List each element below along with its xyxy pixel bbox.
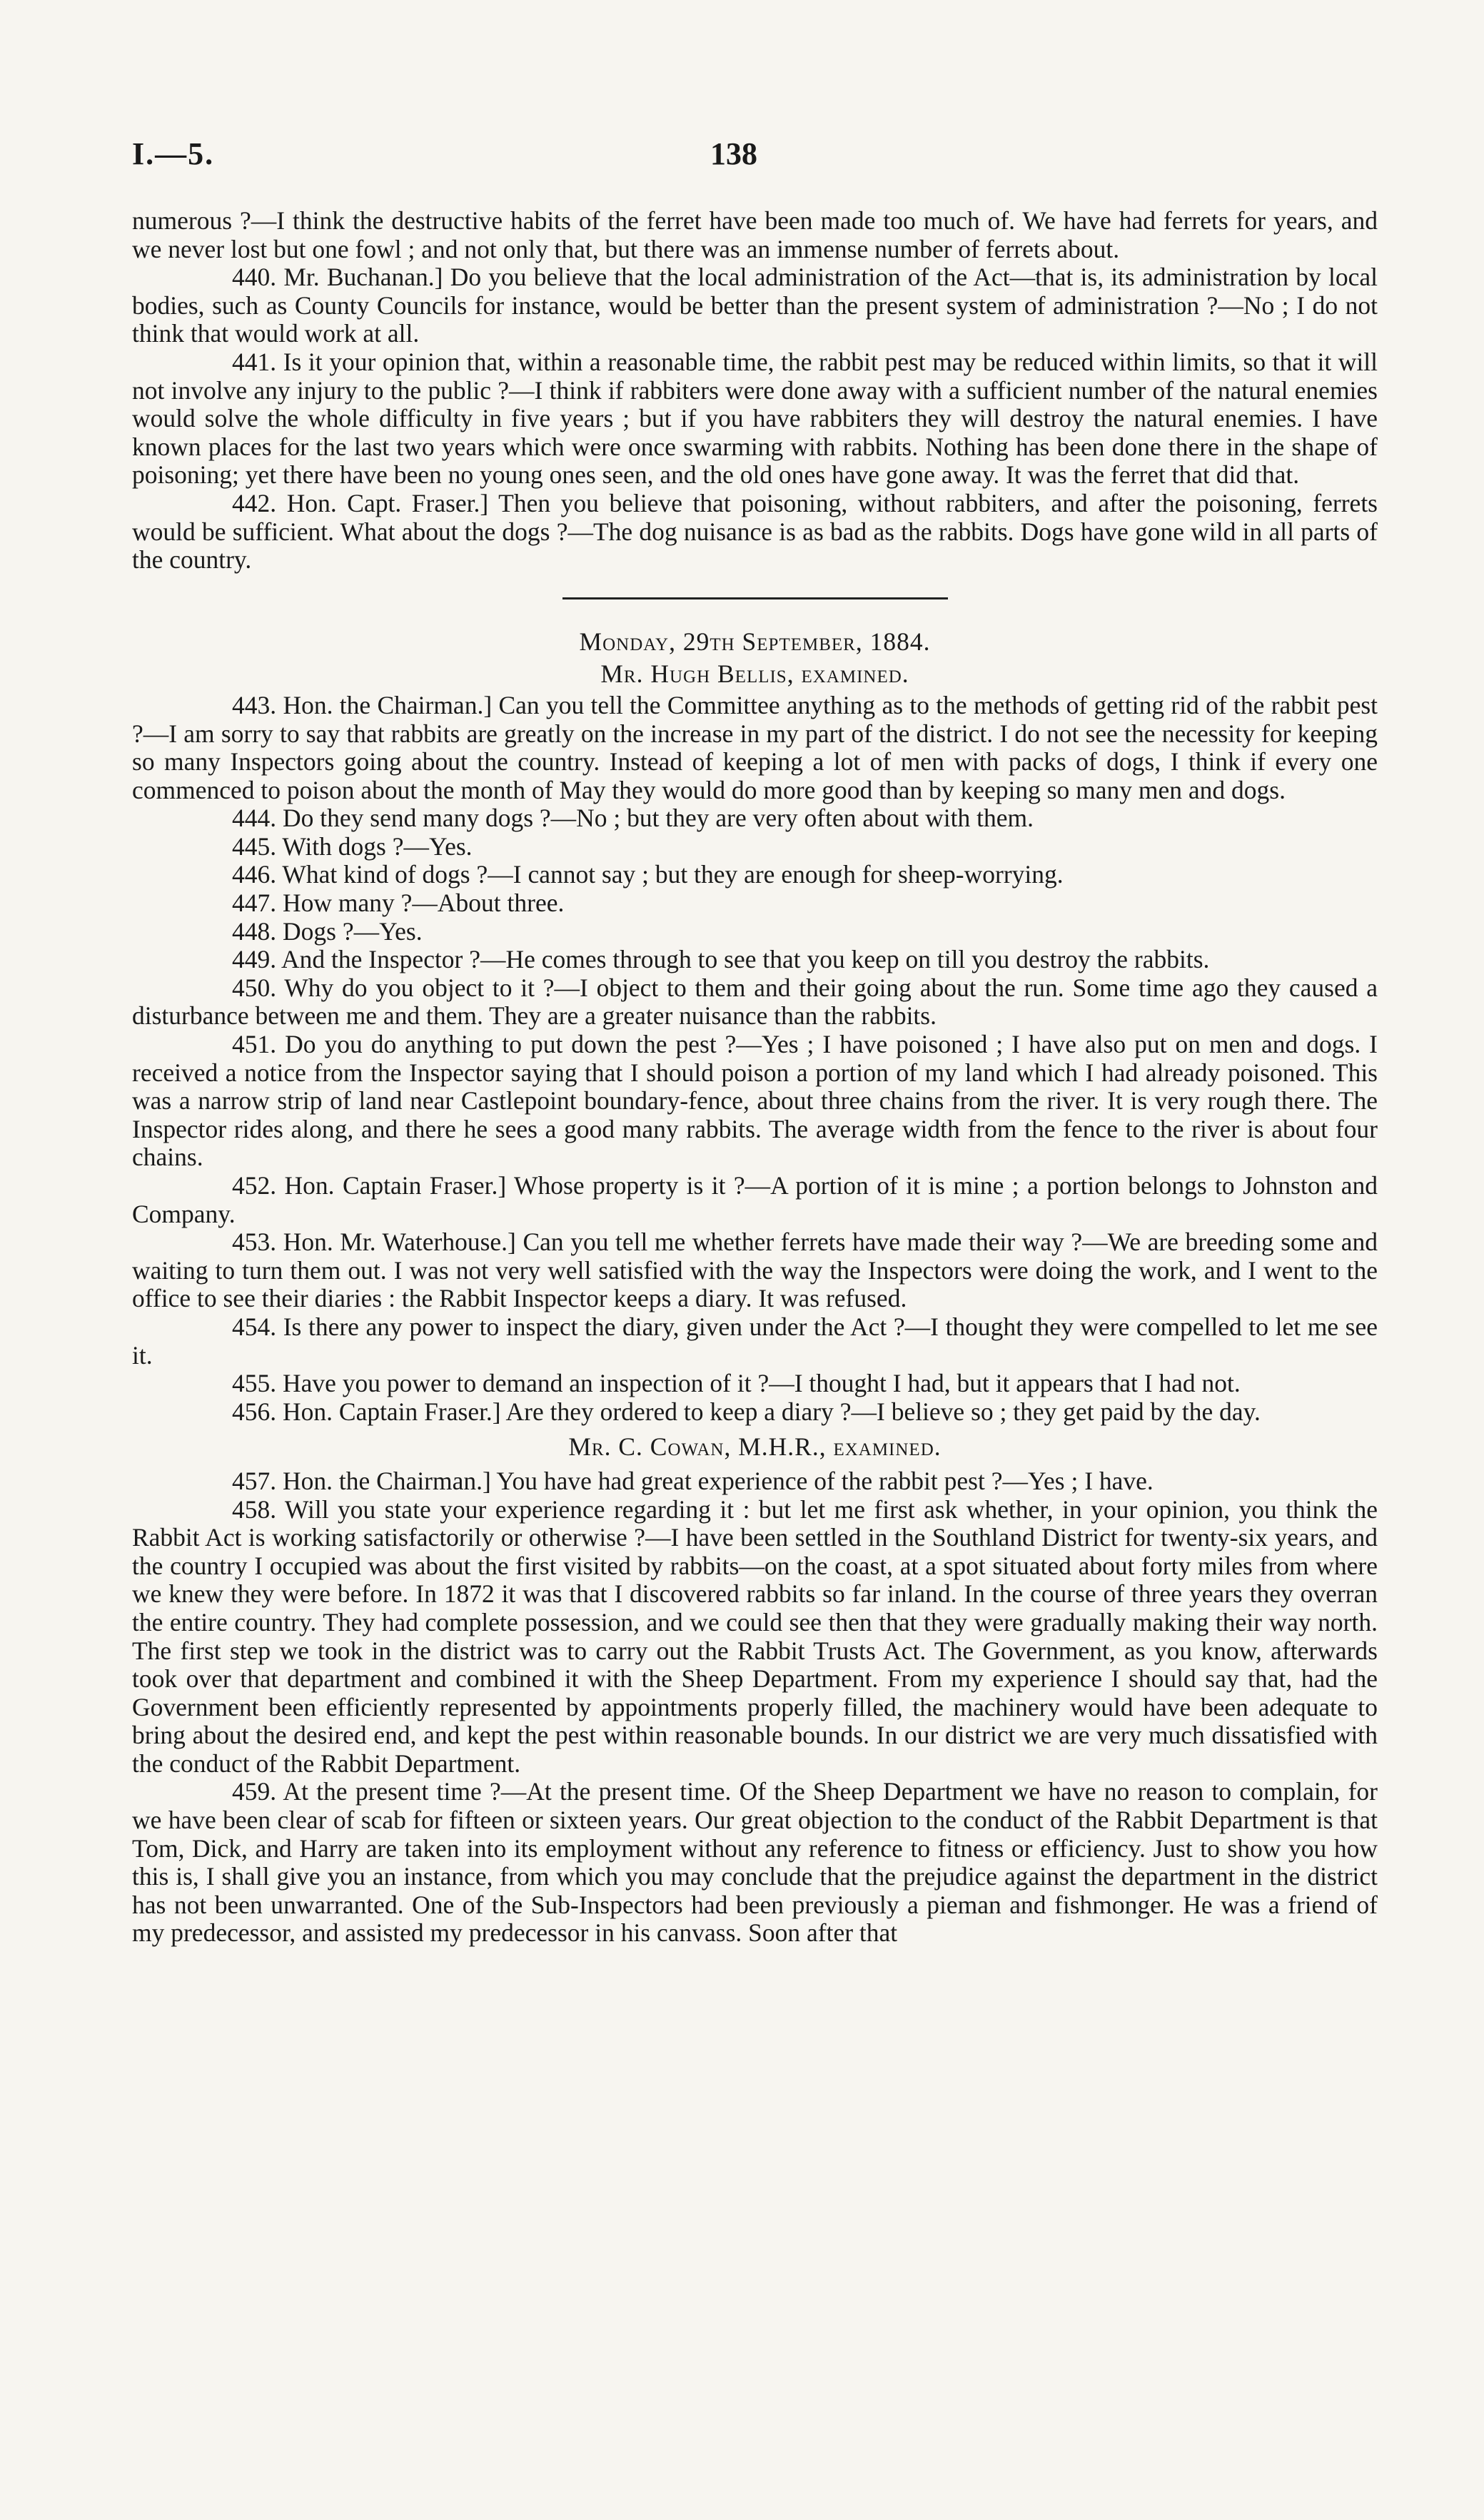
session-date: Monday, 29th September, 1884.: [579, 627, 931, 656]
page-body: [132, 207, 1378, 1948]
document-reference: I.—5.: [132, 136, 215, 171]
question-445: 445. With dogs ?—Yes.: [232, 831, 473, 861]
question-446: 446. What kind of dogs ?—I cannot say ; but they are enough for sheep-worrying.: [232, 860, 1064, 889]
question-451: 451. Do you do anything to put down the pest ?—Yes ; I have poisoned ; I have also put on men and dogs. I received a notice from the Inspector saying that I should poison a portion of my land which I had already poisoned. This was a narrow strip of land near Castlepoint boundary-fence, about three chains from the river. It is very rough there. The Inspector rides along, and there he sees a good many rabbits. The average width from the fence to the river is about four chains.: [132, 1030, 1378, 1172]
section-divider: [562, 597, 948, 599]
page-number: 138: [710, 136, 757, 171]
question-440: 440. Mr. Buchanan.] Do you believe that the local administration of the Act—that is, its administration by local bodies, such as County Councils for instance, would be better than the present system of administration ?—No ; I do not think that would work at all.: [132, 263, 1378, 348]
question-444: 444. Do they send many dogs ?—No ; but they are very often about with them.: [232, 804, 1034, 833]
witness-heading-bellis: Mr. Hugh Bellis, examined.: [600, 659, 909, 689]
question-453: 453. Hon. Mr. Waterhouse.] Can you tell me whether ferrets have made their way ?—We are breeding some and waiting to turn them out. I was not very well satisfied with the way the Inspectors were doing the work, and I went to the office to see their diaries : the Rabbit Inspector keeps a diary. It was refused.: [132, 1228, 1378, 1313]
question-447: 447. How many ?—About three.: [232, 889, 565, 918]
question-450: 450. Why do you object to it ?—I object to them and their going about the run. Some time ago they caused a disturbance between me and them. They are a greater nuisance than the rabbits.: [132, 973, 1378, 1031]
question-455: 455. Have you power to demand an inspection of it ?—I thought I had, but it appears that I had not.: [232, 1369, 1241, 1398]
question-449: 449. And the Inspector ?—He comes through to see that you keep on till you destroy the rabbits.: [232, 945, 1210, 974]
question-454: 454. Is there any power to inspect the diary, given under the Act ?—I thought they were compelled to let me see it.: [132, 1312, 1378, 1370]
question-443: 443. Hon. the Chairman.] Can you tell the Committee anything as to the methods of getting rid of the rabbit pest ?—I am sorry to say that rabbits are greatly on the increase in my part of the district. I do not see the necessity for keeping so many Inspectors going about the country. Instead of keeping a lot of men with packs of dogs, I think if every one commenced to poison about the month of May they would do more good than by keeping so many men and dogs.: [132, 690, 1378, 804]
paragraph-continuation: numerous ?—I think the destructive habits of the ferret have been made too much of. We have had ferrets for years, and we never lost but one fowl ; and not only that, but there was an immense number of ferrets about.: [132, 206, 1378, 263]
question-458: 458. Will you state your experience regarding it : but let me first ask whether, in your opinion, you think the Rabbit Act is working satisfactorily or otherwise ?—I have been settled in the Southland District for twenty-six years, and the country I occupied was about the first visited by rabbits—on the coast, at a spot situated about forty miles from where we knew they were before. In 1872 it was that I discovered rabbits so far inland. In the course of three years they overran the entire country. They had complete possession, and we could see then that they were gradually making their way north. The first step we took in the district was to carry out the Rabbit Trusts Act. The Government, as you know, afterwards took over that department and combined it with the Sheep Department. From my experience I should say that, had the Government been efficiently represented by appointments properly filled, the machinery would have been adequate to bring about the desired end, and kept the pest within reasonable bounds. In our district we are very much dissatisfied with the conduct of the Rabbit Department.: [132, 1494, 1378, 1778]
question-452: 452. Hon. Captain Fraser.] Whose property is it ?—A portion of it is mine ; a portion belongs to Johnston and Company.: [132, 1171, 1378, 1228]
question-448: 448. Dogs ?—Yes.: [232, 916, 423, 946]
question-457: 457. Hon. the Chairman.] You have had great experience of the rabbit pest ?—Yes ; I have.: [232, 1466, 1154, 1495]
page-header: [132, 136, 1377, 178]
witness-heading-cowan: Mr. C. Cowan, M.H.R., examined.: [568, 1432, 942, 1462]
question-456: 456. Hon. Captain Fraser.] Are they ordered to keep a diary ?—I believe so ; they get paid by the day.: [232, 1397, 1261, 1426]
question-441: 441. Is it your opinion that, within a reasonable time, the rabbit pest may be reduced within limits, so that it will not involve any injury to the public ?—I think if rabbiters were done away with a sufficient number of the natural enemies would solve the whole difficulty in five years ; but if you have rabbiters they will destroy the natural enemies. I have known places for the last two years which were once swarming with rabbits. Nothing has been done there in the shape of poisoning; yet there have been no young ones seen, and the old ones have gone away. It was the ferret that did that.: [132, 347, 1378, 490]
question-442: 442. Hon. Capt. Fraser.] Then you believe that poisoning, without rabbiters, and after the poisoning, ferrets would be sufficient. What about the dogs ?—The dog nuisance is as bad as the rabbits. Dogs have gone wild in all parts of the country.: [132, 488, 1378, 575]
question-459: 459. At the present time ?—At the present time. Of the Sheep Department we have no reason to complain, for we have been clear of scab for fifteen or sixteen years. Our great objection to the conduct of the Rabbit Department is that Tom, Dick, and Harry are taken into its employment without any reference to fitness or efficiency. Just to show you how this is, I shall give you an instance, from which you may conclude that the prejudice against the department in the district has not been unwarranted. One of the Sub-Inspectors had been previously a pieman and fishmonger. He was a friend of my predecessor, and assisted my predecessor in his canvass. Soon after that: [132, 1777, 1378, 1948]
